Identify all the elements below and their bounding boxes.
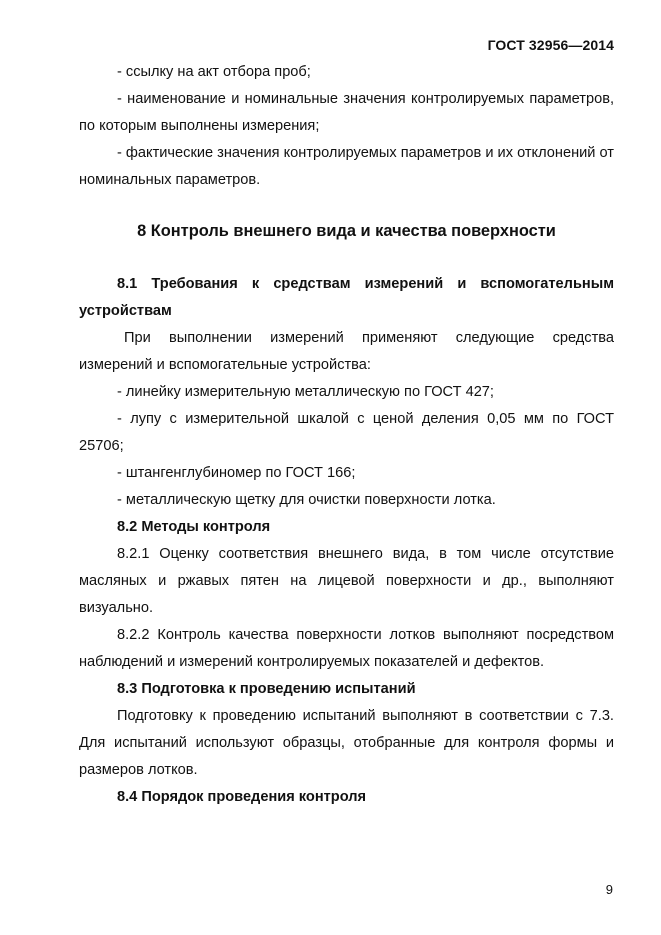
equipment-item-ruler: - линейку измерительную металлическую по ГОСТ 427; [117,384,494,400]
equipment-item-brush: - металлическую щетку для очистки поверхности лотка. [117,492,496,508]
page-body [79,59,614,811]
section-8-heading: 8 Контроль внешнего вида и качества поверхности [137,222,556,240]
equipment-item-magnifier: - лупу с измерительной шкалой с ценой деления 0,05 мм по ГОСТ 25706; [79,411,614,454]
list-item-act: - ссылку на акт отбора проб; [117,64,311,80]
subsection-8-3-text: Подготовку к проведению испытаний выполняют в соответствии с 7.3. Для испытаний используют образцы, отобранные для контроля формы и размеров лотков. [79,708,614,778]
clause-8-2-1: 8.2.1 Оценку соответствия внешнего вида, в том числе отсутствие масляных и ржавых пятен на лицевой поверхности и др., выполняют визуально. [79,546,614,616]
subsection-8-1-intro: При выполнении измерений применяют следующие средства измерений и вспомогательные устройства: [79,330,614,373]
document-code-header: ГОСТ 32956—2014 [487,37,614,53]
list-item-names: - наименование и номинальные значения контролируемых параметров, по которым выполнены измерения; [79,91,614,134]
subsection-8-3-heading: 8.3 Подготовка к проведению испытаний [117,681,416,697]
equipment-item-depth-gauge: - штангенглубиномер по ГОСТ 166; [117,465,356,481]
list-item-actual-values: - фактические значения контролируемых параметров и их отклонений от номинальных параметров. [79,145,614,188]
subsection-8-2-heading: 8.2 Методы контроля [117,519,271,535]
clause-8-2-2: 8.2.2 Контроль качества поверхности лотков выполняют посредством наблюдений и измерений контролируемых показателей и дефектов. [79,627,614,670]
subsection-8-1-heading: 8.1 Требования к средствам измерений и вспомогательным устройствам [79,276,614,319]
subsection-8-4-heading: 8.4 Порядок проведения контроля [117,789,367,805]
page-number: 9 [605,882,613,897]
